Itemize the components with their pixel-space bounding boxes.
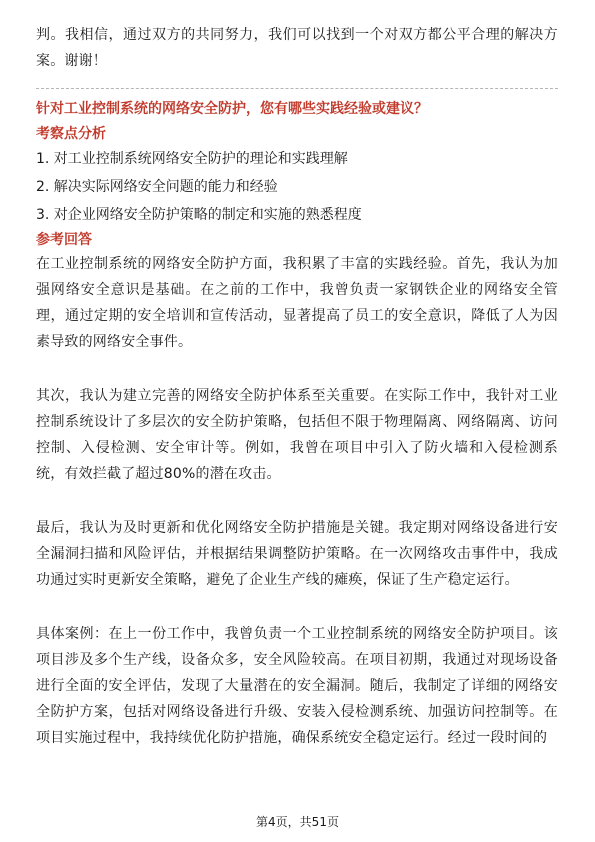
analysis-point: 1. 对工业控制系统网络安全防护的理论和实践理解 <box>36 151 348 167</box>
analysis-heading: 考察点分析 <box>36 126 106 142</box>
continuation-paragraph: 判。我相信，通过双方的共同努力，我们可以找到一个对双方都公平合理的解决方案。谢谢！ <box>36 27 558 69</box>
question-heading: 针对工业控制系统的网络安全防护，您有哪些实践经验或建议？ <box>36 101 428 117</box>
answer-paragraph: 在工业控制系统的网络安全防护方面，我积累了丰富的实践经验。首先，我认为加强网络安全意识是基础。在之前的工作中，我曾负责一家钢铁企业的网络安全管理，通过定期的安全培训和宣传活动，显著提高了员工的安全意识，降低了人为因素导致的网络安全事件。 <box>36 256 558 350</box>
analysis-point: 3. 对企业网络安全防护策略的制定和实施的熟悉程度 <box>36 207 362 223</box>
answer-heading: 参考回答 <box>36 232 92 248</box>
answer-paragraph: 具体案例：在上一份工作中，我曾负责一个工业控制系统的网络安全防护项目。该项目涉及多个生产线，设备众多，安全风险较高。在项目初期，我通过对现场设备进行全面的安全评估，发现了大量潜在的安全漏洞。随后，我制定了详细的网络安全防护方案，包括对网络设备进行升级、安装入侵检测系统、加强访问控制等。在项目实施过程中，我持续优化防护措施，确保系统安全稳定运行。经过一段时间的 <box>36 626 558 746</box>
section-divider <box>36 88 558 89</box>
answer-paragraph: 其次，我认为建立完善的网络安全防护体系至关重要。在实际工作中，我针对工业控制系统设计了多层次的安全防护策略，包括但不限于物理隔离、网络隔离、访问控制、入侵检测、安全审计等。例如，我曾在项目中引入了防火墙和入侵检测系统，有效拦截了超过80%的潜在攻击。 <box>36 388 558 482</box>
page-footer: 第4页，共51页 <box>256 815 339 829</box>
answer-paragraph: 最后，我认为及时更新和优化网络安全防护措施是关键。我定期对网络设备进行安全漏洞扫描和风险评估，并根据结果调整防护策略。在一次网络攻击事件中，我成功通过实时更新安全策略，避免了企业生产线的瘫痪，保证了生产稳定运行。 <box>36 520 558 588</box>
analysis-point: 2. 解决实际网络安全问题的能力和经验 <box>36 179 278 195</box>
page-content <box>36 22 558 751</box>
